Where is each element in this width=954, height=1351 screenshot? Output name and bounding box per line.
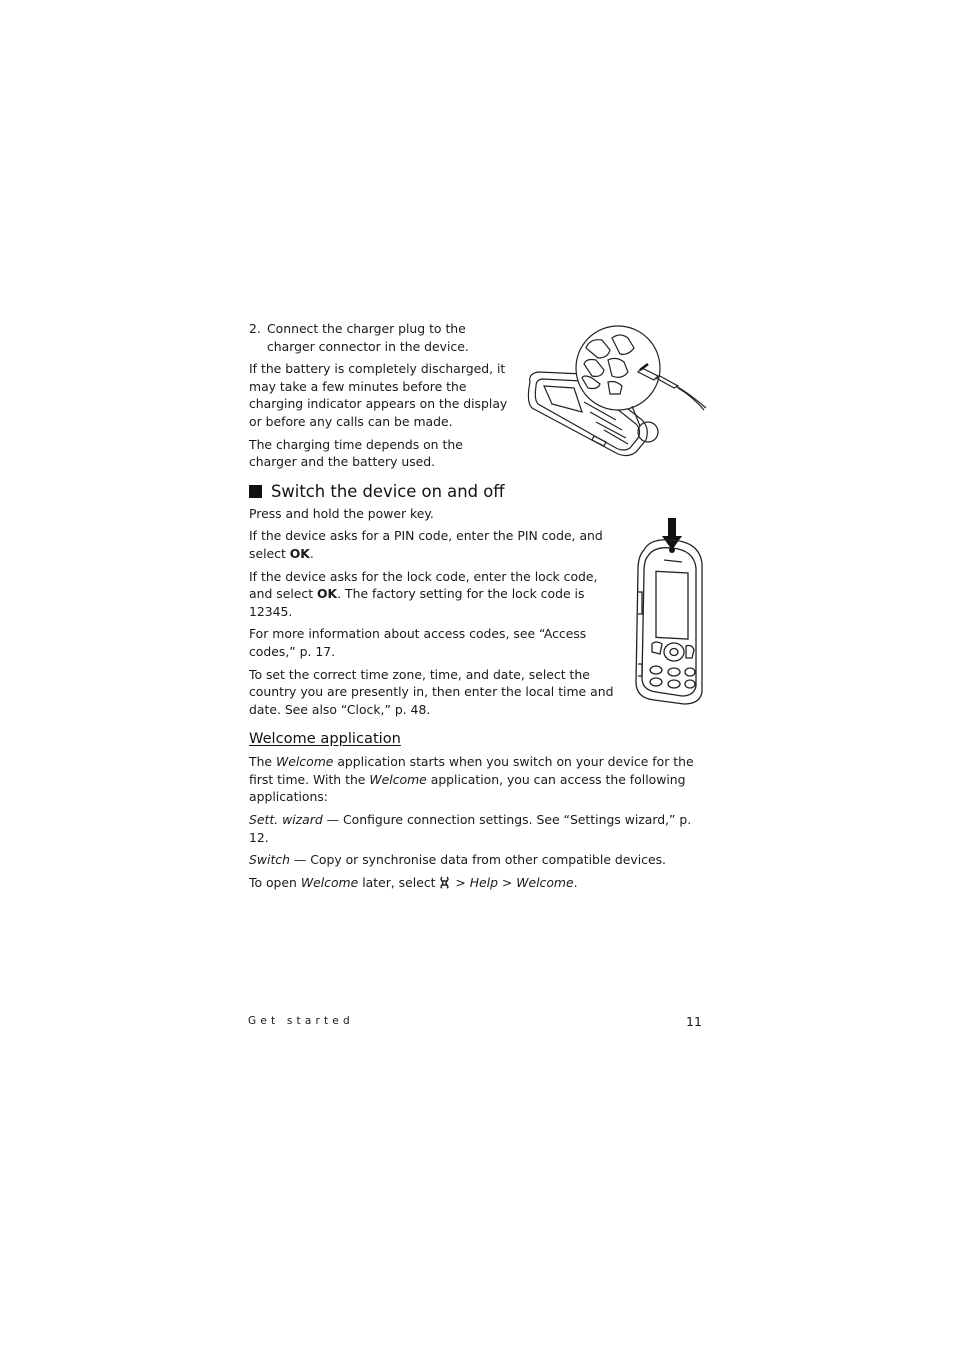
step-2 (249, 320, 511, 355)
switch-app-desc: — Copy or synchronise data from other compatible devices. (289, 852, 666, 868)
welcome-intro-paragraph (249, 753, 709, 806)
welcome-text-c: application, you can access the following applications: (249, 771, 686, 805)
menu-key-icon (439, 876, 451, 889)
pin-code-end: . (309, 545, 314, 561)
ok-softkey-label: OK (317, 586, 338, 602)
sett-wizard-desc: — Configure connection settings. See “Settings wizard,” p. 12. (249, 812, 692, 845)
welcome-text-b: application starts when you switch on your device for the first time. With the (249, 754, 694, 787)
switch-app-paragraph (249, 851, 709, 869)
menu-separator: > (497, 874, 517, 890)
welcome-app-name: Welcome (275, 754, 334, 770)
welcome-text-a: The (249, 754, 276, 770)
menu-separator: > (451, 874, 470, 890)
pin-code-text: If the device asks for a PIN code, enter the PIN code, and select (249, 528, 603, 561)
discharged-paragraph: If the battery is completely discharged, it may take a few minutes before the charging indicator appears on the display or before any calls can be made. (249, 361, 508, 429)
lock-code-end: . The factory setting for the lock code is 12345. (249, 586, 585, 619)
lock-code-paragraph (249, 568, 619, 621)
power-key-paragraph: Press and hold the power key. (249, 505, 434, 521)
footer-section-name: Get started (248, 1015, 354, 1027)
pin-code-paragraph (249, 527, 619, 562)
help-menu-item: Help (469, 874, 498, 890)
open-text-b: later, select (358, 874, 440, 890)
lock-code-text: If the device asks for the lock code, enter the lock code, and select (249, 568, 598, 602)
welcome-app-name: Welcome (300, 874, 359, 890)
access-codes-paragraph: For more information about access codes, see “Access codes,” p. 17. (249, 626, 587, 659)
heading-square-icon (249, 485, 262, 498)
open-welcome-paragraph (249, 874, 709, 892)
section-title: Switch the device on and off (271, 481, 505, 501)
step-number: 2. (249, 321, 261, 336)
welcome-app-name: Welcome (369, 771, 427, 787)
sett-wizard-name: Sett. wizard (249, 812, 323, 828)
open-text-end: . (573, 874, 578, 890)
footer-page-number: 11 (686, 1014, 702, 1029)
welcome-app-name: Welcome (516, 874, 574, 890)
section-heading-switch (249, 482, 709, 502)
sett-wizard-paragraph (249, 811, 709, 846)
open-text-a: To open (249, 874, 301, 890)
welcome-application-heading: Welcome application (249, 730, 401, 748)
step-text: Connect the charger plug to the charger connector in the device. (267, 321, 469, 354)
ok-softkey-label: OK (289, 545, 310, 561)
switch-app-name: Switch (249, 852, 290, 868)
time-zone-paragraph: To set the correct time zone, time, and date, select the country you are presently in, then enter the local time and date. See also “Clock,” p. 48. (249, 666, 614, 717)
charging-time-paragraph: The charging time depends on the charger and the battery used. (249, 436, 463, 470)
manual-page-content (249, 320, 709, 891)
